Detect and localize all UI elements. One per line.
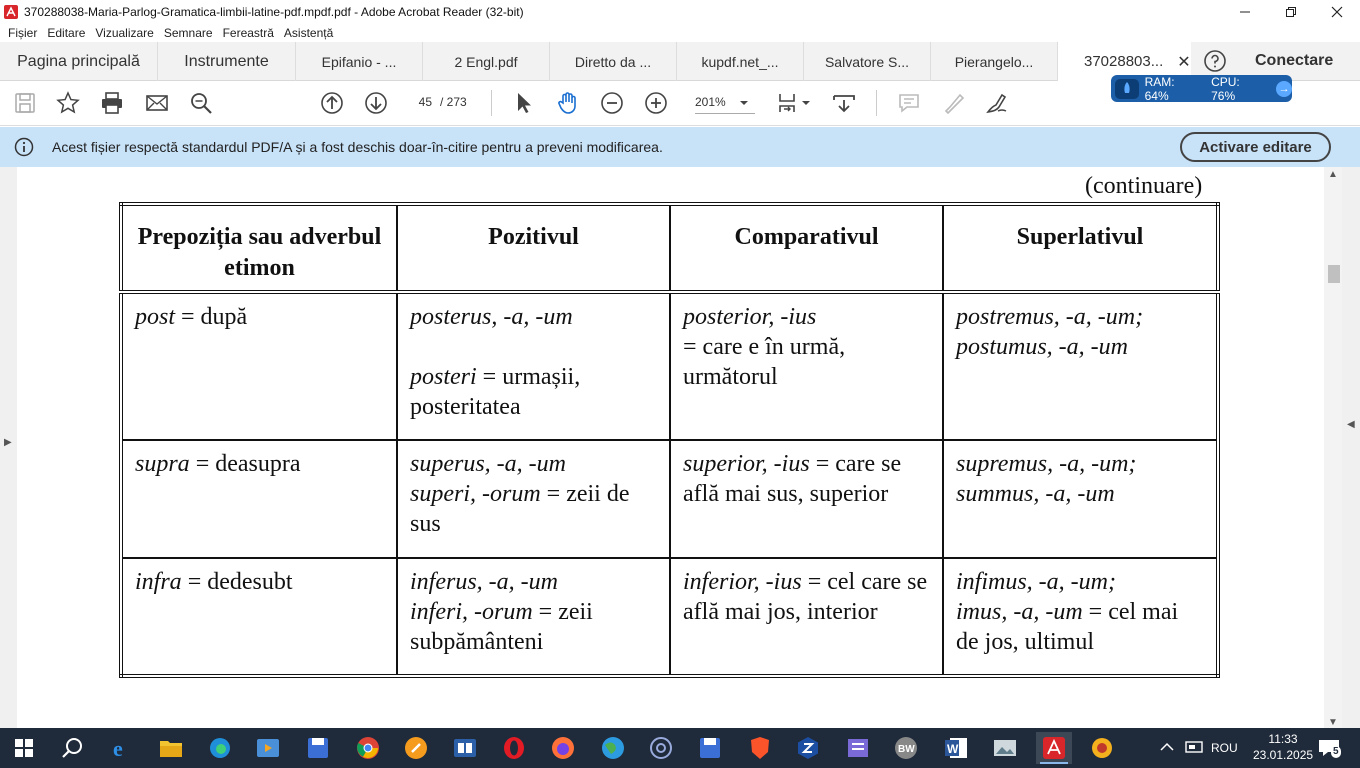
latin-word: superus, -a, -um bbox=[410, 451, 566, 477]
translation: = zeii subpământeni bbox=[410, 599, 593, 655]
taskbar-bw-app[interactable] bbox=[888, 732, 924, 764]
star-icon bbox=[56, 91, 80, 115]
chevron-down-icon[interactable] bbox=[739, 99, 749, 107]
arrow-down-circle-icon bbox=[364, 91, 388, 115]
latin-word: supremus, -a, -um; bbox=[956, 451, 1137, 477]
table-cell bbox=[670, 292, 943, 440]
menu-help[interactable]: Asistență bbox=[283, 25, 334, 40]
latin-word: supra bbox=[135, 451, 190, 477]
translation: = după bbox=[175, 304, 248, 330]
cpu-usage: CPU: 76% bbox=[1211, 74, 1240, 103]
taskbar-ie[interactable] bbox=[104, 732, 140, 764]
tab-document[interactable]: kupdf.net_... bbox=[677, 42, 804, 81]
tab-document[interactable]: Epifanio - ... bbox=[296, 42, 423, 81]
zoom-value: 201% bbox=[695, 95, 726, 109]
bookmark-button[interactable] bbox=[54, 89, 82, 117]
edge-icon bbox=[208, 736, 232, 760]
taskbar-media-app[interactable] bbox=[250, 732, 286, 764]
readonly-notice-bar bbox=[0, 127, 1360, 167]
svg-text:W: W bbox=[947, 742, 959, 756]
language-indicator[interactable]: ROU bbox=[1211, 741, 1238, 755]
taskbar-opera[interactable] bbox=[496, 732, 532, 764]
translation: = dedesubt bbox=[181, 569, 293, 595]
right-panel-toggle[interactable] bbox=[1342, 167, 1360, 728]
search-icon bbox=[61, 737, 83, 759]
close-icon bbox=[1331, 6, 1343, 18]
zoom-in-button[interactable] bbox=[642, 89, 670, 117]
sign-button[interactable] bbox=[983, 89, 1011, 117]
folder-icon bbox=[159, 738, 183, 758]
taskbar-archive-app[interactable] bbox=[840, 732, 876, 764]
translation: = urmașii, posteritatea bbox=[410, 364, 581, 420]
globe-icon bbox=[601, 736, 625, 760]
translation: = care e în urmă, următorul bbox=[683, 334, 846, 390]
page-number-input[interactable]: 45 bbox=[418, 95, 432, 109]
select-tool-button[interactable] bbox=[510, 89, 538, 117]
column-header: Superlativul bbox=[943, 204, 1218, 292]
hand-tool-button[interactable] bbox=[554, 89, 582, 117]
rocket-icon bbox=[1122, 82, 1132, 96]
pen-sign-icon bbox=[985, 91, 1009, 115]
table-cell bbox=[943, 292, 1218, 440]
acrobat-app-icon bbox=[4, 5, 18, 19]
media-icon bbox=[256, 737, 280, 759]
printer-icon bbox=[100, 91, 124, 115]
latin-word: posteri bbox=[410, 364, 477, 390]
clock-date: 23.01.2025 bbox=[1253, 748, 1314, 762]
clock-time: 11:33 bbox=[1268, 732, 1298, 746]
notice-message: Acest fișier respectă standardul PDF/A și a fost deschis doar-în-citire pentru a preveni modificarea. bbox=[52, 139, 663, 155]
acrobat-icon bbox=[1042, 736, 1066, 760]
latin-word: post bbox=[135, 304, 176, 330]
next-page-button[interactable] bbox=[362, 89, 390, 117]
table-cell bbox=[943, 440, 1218, 558]
tab-label: 37028803... bbox=[1084, 53, 1164, 70]
opera-icon bbox=[502, 736, 526, 760]
taskbar-file-explorer[interactable] bbox=[153, 732, 189, 764]
comment-button[interactable] bbox=[895, 89, 923, 117]
table-cell bbox=[670, 440, 943, 558]
highlighter-icon bbox=[942, 91, 966, 115]
taskbar-save-app[interactable] bbox=[300, 732, 336, 764]
table-row bbox=[121, 292, 1218, 440]
taskbar-app-orange[interactable] bbox=[398, 732, 434, 764]
latin-word: postremus, -a, -um; bbox=[956, 304, 1144, 330]
tab-document[interactable]: 2 Engl.pdf bbox=[423, 42, 550, 81]
previous-page-button[interactable] bbox=[318, 89, 346, 117]
taskbar-brave[interactable] bbox=[742, 732, 778, 764]
scroll-mode-button[interactable] bbox=[830, 89, 858, 117]
notification-count: 5 bbox=[1333, 746, 1339, 757]
info-icon bbox=[14, 137, 34, 157]
scroll-down-icon[interactable]: ▼ bbox=[1328, 717, 1338, 728]
arrow-right-icon[interactable]: → bbox=[1276, 81, 1292, 97]
comment-icon bbox=[897, 91, 921, 115]
clock[interactable] bbox=[1253, 731, 1313, 763]
latin-word: infimus, -a, -um; bbox=[956, 569, 1116, 595]
tab-document[interactable]: Pierangelo... bbox=[931, 42, 1058, 81]
menu-edit[interactable]: Editare bbox=[47, 25, 86, 40]
menu-file[interactable]: Fișier bbox=[8, 25, 38, 40]
reader-app-icon bbox=[453, 737, 477, 759]
table-cell bbox=[670, 558, 943, 676]
table-cell bbox=[121, 440, 397, 558]
floppy-disk-icon bbox=[699, 737, 721, 759]
taskbar-save-app-2[interactable] bbox=[692, 732, 728, 764]
enable-editing-button[interactable]: Activare editare bbox=[1180, 132, 1331, 162]
menu-sign[interactable]: Semnare bbox=[163, 25, 213, 40]
chevron-right-icon: ▶ bbox=[4, 437, 12, 448]
column-header: Prepoziția sau adverbul etimon bbox=[121, 204, 397, 292]
windows-icon bbox=[15, 739, 33, 757]
close-window-button[interactable] bbox=[1314, 0, 1360, 23]
taskbar-firefox[interactable] bbox=[545, 732, 581, 764]
word-icon bbox=[944, 737, 968, 759]
table-row bbox=[121, 558, 1218, 676]
table-header-row bbox=[121, 204, 1218, 292]
save-icon bbox=[13, 91, 37, 115]
taskbar-app-circle[interactable] bbox=[643, 732, 679, 764]
taskbar-edge[interactable] bbox=[202, 732, 238, 764]
continuation-label: (continuare) bbox=[1085, 173, 1203, 199]
resource-indicator bbox=[1115, 79, 1139, 99]
zoom-out-button[interactable] bbox=[598, 89, 626, 117]
chevron-up-icon[interactable] bbox=[1160, 742, 1174, 752]
zoom-search-icon bbox=[189, 91, 213, 115]
translation: = care se află mai sus, superior bbox=[683, 451, 902, 507]
tab-tools[interactable]: Instrumente bbox=[158, 42, 296, 81]
start-button[interactable] bbox=[6, 732, 42, 764]
column-header: Comparativul bbox=[670, 204, 943, 292]
chrome-icon bbox=[356, 736, 380, 760]
table-cell bbox=[397, 440, 670, 558]
help-icon[interactable] bbox=[1203, 49, 1227, 73]
floppy-disk-icon bbox=[307, 737, 329, 759]
table-cell bbox=[943, 558, 1218, 676]
translation: = zeii de sus bbox=[410, 481, 630, 537]
maximize-button[interactable] bbox=[1268, 0, 1314, 23]
resource-monitor[interactable] bbox=[1111, 75, 1292, 102]
minus-circle-icon bbox=[600, 91, 624, 115]
svg-text:e: e bbox=[113, 736, 123, 760]
tab-document[interactable]: Salvatore S... bbox=[804, 42, 931, 81]
plus-circle-icon bbox=[644, 91, 668, 115]
translation: = cel mai de jos, ultimul bbox=[956, 599, 1179, 655]
ram-usage: RAM: 64% bbox=[1144, 74, 1175, 103]
orange-app-icon bbox=[404, 736, 428, 760]
table-cell bbox=[397, 292, 670, 440]
table-row bbox=[121, 440, 1218, 558]
page-display-button[interactable] bbox=[774, 89, 802, 117]
latin-word: inferior, -ius bbox=[683, 569, 802, 595]
taskbar-globe-app[interactable] bbox=[595, 732, 631, 764]
latin-word: postumus, -a, -um bbox=[956, 334, 1128, 360]
find-button[interactable] bbox=[187, 89, 215, 117]
taskbar-chrome[interactable] bbox=[350, 732, 386, 764]
latin-word: summus, -a, -um bbox=[956, 481, 1115, 507]
minimize-button[interactable] bbox=[1222, 0, 1268, 23]
comparison-table bbox=[119, 202, 1220, 678]
firefox-icon bbox=[551, 736, 575, 760]
latin-word: infra bbox=[135, 569, 182, 595]
table-cell bbox=[121, 558, 397, 676]
taskbar-app-blue[interactable] bbox=[447, 732, 483, 764]
save-button[interactable] bbox=[11, 89, 39, 117]
chevron-down-icon[interactable] bbox=[801, 99, 811, 107]
circle-app-icon bbox=[649, 736, 673, 760]
image-viewer-icon bbox=[993, 737, 1017, 759]
fit-page-icon bbox=[776, 91, 800, 115]
left-panel-toggle[interactable] bbox=[0, 167, 17, 728]
latin-word: imus, -a, -um bbox=[956, 599, 1083, 625]
hexagon-app-icon bbox=[796, 736, 820, 760]
taskbar-app-hex[interactable] bbox=[790, 732, 826, 764]
internet-explorer-icon bbox=[110, 736, 134, 760]
latin-word: superior, -ius bbox=[683, 451, 810, 477]
menu-bar bbox=[0, 23, 1360, 42]
scroll-down-icon bbox=[832, 91, 856, 115]
brave-icon bbox=[749, 736, 771, 760]
latin-word: superi, -orum bbox=[410, 481, 541, 507]
print-button[interactable] bbox=[98, 89, 126, 117]
title-bar bbox=[0, 0, 1360, 23]
archive-icon bbox=[846, 737, 870, 759]
taskbar-app-yellow[interactable] bbox=[1084, 732, 1120, 764]
toolbar-divider bbox=[876, 90, 877, 116]
taskbar-acrobat[interactable] bbox=[1036, 732, 1072, 764]
vertical-scrollbar[interactable] bbox=[1324, 167, 1342, 728]
latin-word: inferi, -orum bbox=[410, 599, 533, 625]
table-cell bbox=[121, 292, 397, 440]
network-icon[interactable] bbox=[1185, 740, 1203, 754]
window-title: 370288038-Maria-Parlog-Gramatica-limbii-latine-pdf.mpdf.pdf - Adobe Acrobat Reader (32-bit) bbox=[24, 4, 524, 19]
column-header: Pozitivul bbox=[397, 204, 670, 292]
svg-text:BW: BW bbox=[898, 744, 915, 755]
menu-view[interactable]: Vizualizare bbox=[95, 25, 154, 40]
cursor-arrow-icon bbox=[512, 91, 536, 115]
translation: = cel care se află mai jos, interior bbox=[683, 569, 928, 625]
sign-in-button[interactable]: Conectare bbox=[1255, 52, 1334, 69]
restore-icon bbox=[1285, 6, 1297, 18]
highlight-button[interactable] bbox=[940, 89, 968, 117]
yellow-app-icon bbox=[1090, 736, 1114, 760]
email-button[interactable] bbox=[143, 89, 171, 117]
taskbar-photo-app[interactable] bbox=[987, 732, 1023, 764]
scrollbar-thumb[interactable] bbox=[1328, 265, 1340, 283]
close-tab-icon[interactable]: ✕ bbox=[1177, 53, 1191, 71]
search-button[interactable] bbox=[54, 732, 90, 764]
hand-icon bbox=[556, 91, 580, 115]
page-total: / 273 bbox=[440, 95, 467, 109]
taskbar-word[interactable] bbox=[938, 732, 974, 764]
table-cell bbox=[397, 558, 670, 676]
scroll-up-icon[interactable]: ▲ bbox=[1328, 169, 1338, 180]
menu-window[interactable]: Fereastră bbox=[222, 25, 274, 40]
latin-word: inferus, -a, -um bbox=[410, 569, 558, 595]
envelope-icon bbox=[145, 91, 169, 115]
bw-app-icon bbox=[894, 736, 918, 760]
minimize-icon bbox=[1239, 6, 1251, 18]
tab-document[interactable]: Diretto da ... bbox=[550, 42, 677, 81]
translation: = deasupra bbox=[189, 451, 301, 477]
toolbar-divider bbox=[491, 90, 492, 116]
arrow-up-circle-icon bbox=[320, 91, 344, 115]
tab-home[interactable]: Pagina principală bbox=[0, 42, 158, 81]
latin-word: posterus, -a, -um bbox=[410, 304, 573, 330]
chevron-left-icon: ◀ bbox=[1347, 419, 1355, 430]
latin-word: posterior, -ius bbox=[683, 304, 817, 330]
